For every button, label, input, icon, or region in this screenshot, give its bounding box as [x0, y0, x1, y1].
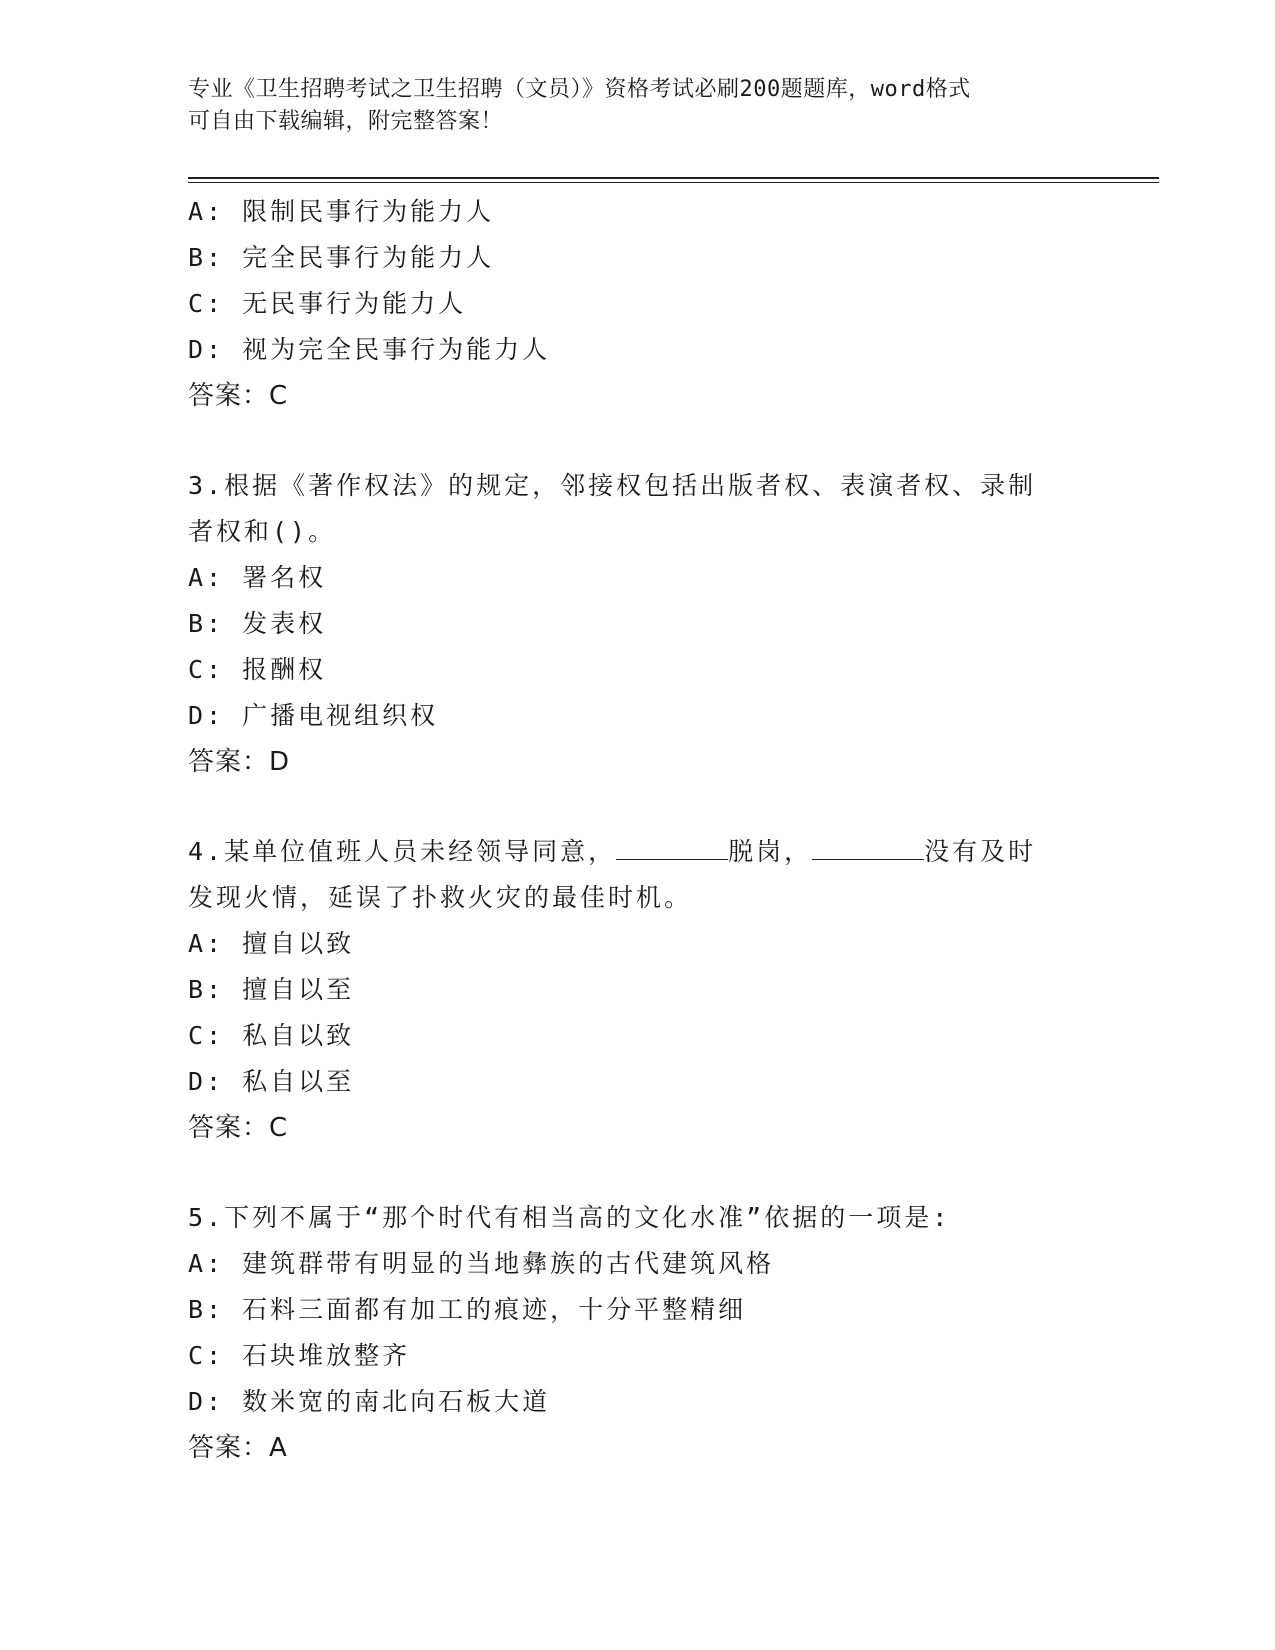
spacer [188, 785, 1068, 829]
option-d: D: 视为完全民事行为能力人 [188, 335, 551, 364]
fill-blank-2 [812, 837, 924, 860]
option-c: C: 报酬权 [188, 655, 327, 684]
option-a: A: 擅自以致 [188, 929, 355, 958]
option-b: B: 完全民事行为能力人 [188, 243, 495, 272]
stem-part-2: 脱岗， [728, 837, 813, 866]
option-c: C: 无民事行为能力人 [188, 289, 467, 318]
spacer [188, 419, 1068, 463]
option-b: B: 石料三面都有加工的痕迹，十分平整精细 [188, 1295, 747, 1324]
answer-text: 答案：D [188, 747, 291, 777]
stem-part-3: 没有及时 [924, 837, 1037, 866]
stem-part-1: 4.某单位值班人员未经领导同意， [188, 837, 617, 866]
header-rule-thin [188, 182, 1159, 183]
question-4 [188, 829, 1068, 1151]
header-line-2: 可自由下载编辑，附完整答案！ [188, 109, 504, 134]
question-2 [188, 189, 1068, 419]
document-header [188, 74, 1088, 138]
question-stem-line-1: 3.根据《著作权法》的规定，邻接权包括出版者权、表演者权、录制 [188, 471, 1037, 500]
question-stem-line-2: 者权和()。 [188, 517, 337, 546]
option-a: A: 限制民事行为能力人 [188, 197, 495, 226]
question-stem-line-1: 5.下列不属于“那个时代有相当高的文化水准”依据的一项是: [188, 1203, 951, 1232]
option-a: A: 署名权 [188, 563, 327, 592]
option-c: C: 石块堆放整齐 [188, 1341, 411, 1370]
option-a: A: 建筑群带有明显的当地彝族的古代建筑风格 [188, 1249, 775, 1278]
option-b: B: 擅自以至 [188, 975, 355, 1004]
answer-text: 答案：C [188, 1113, 289, 1143]
header-line-1: 专业《卫生招聘考试之卫生招聘（文员）》资格考试必刷200题题库，word格式 [188, 77, 971, 102]
header-rule-thick [188, 177, 1159, 179]
option-d: D: 数米宽的南北向石板大道 [188, 1387, 551, 1416]
question-stem-line-1 [188, 829, 1068, 875]
answer-text: 答案：A [188, 1433, 288, 1463]
option-d: D: 私自以至 [188, 1067, 355, 1096]
question-3 [188, 463, 1068, 785]
option-b: B: 发表权 [188, 609, 327, 638]
fill-blank-1 [616, 837, 728, 860]
option-c: C: 私自以致 [188, 1021, 355, 1050]
spacer [188, 1151, 1068, 1195]
answer-text: 答案：C [188, 381, 289, 411]
question-list [188, 189, 1068, 1471]
question-5 [188, 1195, 1068, 1471]
question-stem-line-2: 发现火情，延误了扑救火灾的最佳时机。 [188, 883, 693, 912]
option-d: D: 广播电视组织权 [188, 701, 439, 730]
